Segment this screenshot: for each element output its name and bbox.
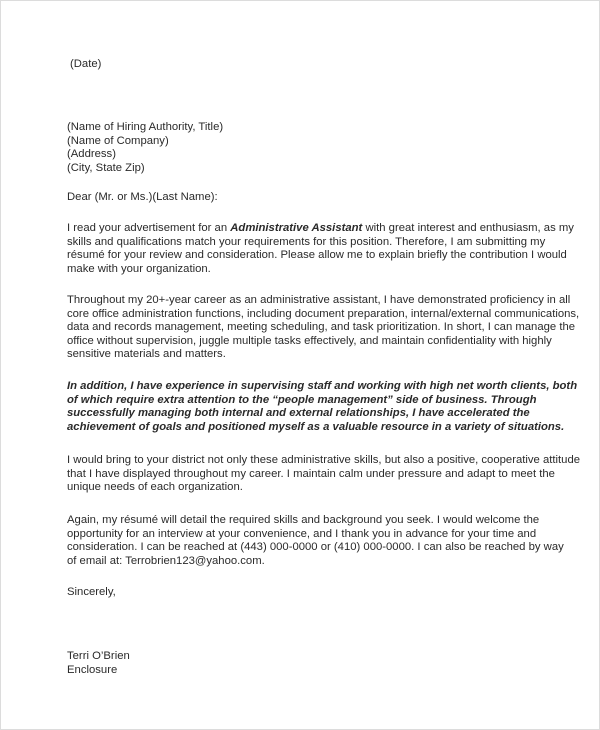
paragraph-2 (67, 294, 580, 362)
paragraph-line: sensitive materials and matters. (67, 348, 226, 361)
paragraph-line: I would bring to your district not only these administrative skills, but also a positive, cooperative attitude (67, 454, 581, 466)
paragraph-line: office without supervision, juggle multiple tasks effectively, and maintain confidentiality with highly (67, 334, 552, 347)
paragraph-line: Again, my résumé will detail the required skills and background you seek. I would welcome the (67, 514, 540, 526)
text-segment: with great interest and enthusiasm, as my (362, 222, 574, 234)
paragraph-line: achievement of goals and positioned myself as a valuable resource in a variety of situations. (67, 420, 565, 433)
paragraph-1 (67, 222, 574, 276)
paragraph-line: of which require extra attention to the “people management” side of business. Through (67, 393, 537, 406)
recipient-address (67, 121, 547, 175)
paragraph-line (67, 222, 574, 236)
salutation (67, 191, 547, 205)
paragraph-line: of email at: Terrobrien123@yahoo.com. (67, 554, 265, 567)
paragraph-3-emphasis (67, 380, 578, 434)
paragraph-line: opportunity for an interview at your convenience, and I thank you in advance for your time and (67, 527, 537, 540)
recipient-city: (City, State Zip) (67, 161, 145, 174)
signature-block (67, 650, 547, 677)
signature-name: Terri O’Brien (67, 650, 130, 662)
recipient-company: (Name of Company) (67, 134, 169, 147)
closing (67, 586, 547, 600)
date-text: (Date) (70, 58, 102, 70)
paragraph-line: résumé for your review and consideration. Please allow me to explain briefly the contribution I would (67, 249, 567, 262)
recipient-name: (Name of Hiring Authority, Title) (67, 121, 224, 133)
paragraph-line: skills and qualifications match your requirements for this position. Therefore, I am submitting my (67, 235, 546, 248)
text-segment: I read your advertisement for an (67, 222, 231, 234)
paragraph-line: Throughout my 20+-year career as an administrative assistant, I have demonstrated proficiency in all (67, 294, 571, 306)
paragraph-line: make with your organization. (67, 262, 211, 275)
closing-text: Sincerely, (67, 586, 116, 598)
enclosure-note: Enclosure (67, 663, 118, 676)
paragraph-5 (67, 514, 564, 568)
recipient-address-line: (Address) (67, 148, 116, 161)
paragraph-line: data and records management, meeting scheduling, and task prioritization. In short, I can manage the (67, 321, 576, 334)
paragraph-4 (67, 454, 581, 495)
paragraph-line: unique needs of each organization. (67, 481, 243, 494)
salutation-text: Dear (Mr. or Ms.)(Last Name): (67, 191, 218, 203)
date-line (70, 58, 550, 72)
paragraph-line: that I have displayed throughout my career. I maintain calm under pressure and adapt to meet the (67, 467, 555, 480)
paragraph-line: successfully managing both internal and external relationships, I have accelerated the (67, 407, 530, 420)
paragraph-line: core office administration functions, including document preparation, internal/external communications, (67, 307, 580, 320)
job-title-emphasis: Administrative Assistant (230, 222, 363, 234)
paragraph-line: consideration. I can be reached at (443) 000-0000 or (410) 000-0000. I can also be reached by way (67, 541, 564, 554)
paragraph-line: In addition, I have experience in supervising staff and working with high net worth clients, both (67, 380, 578, 392)
